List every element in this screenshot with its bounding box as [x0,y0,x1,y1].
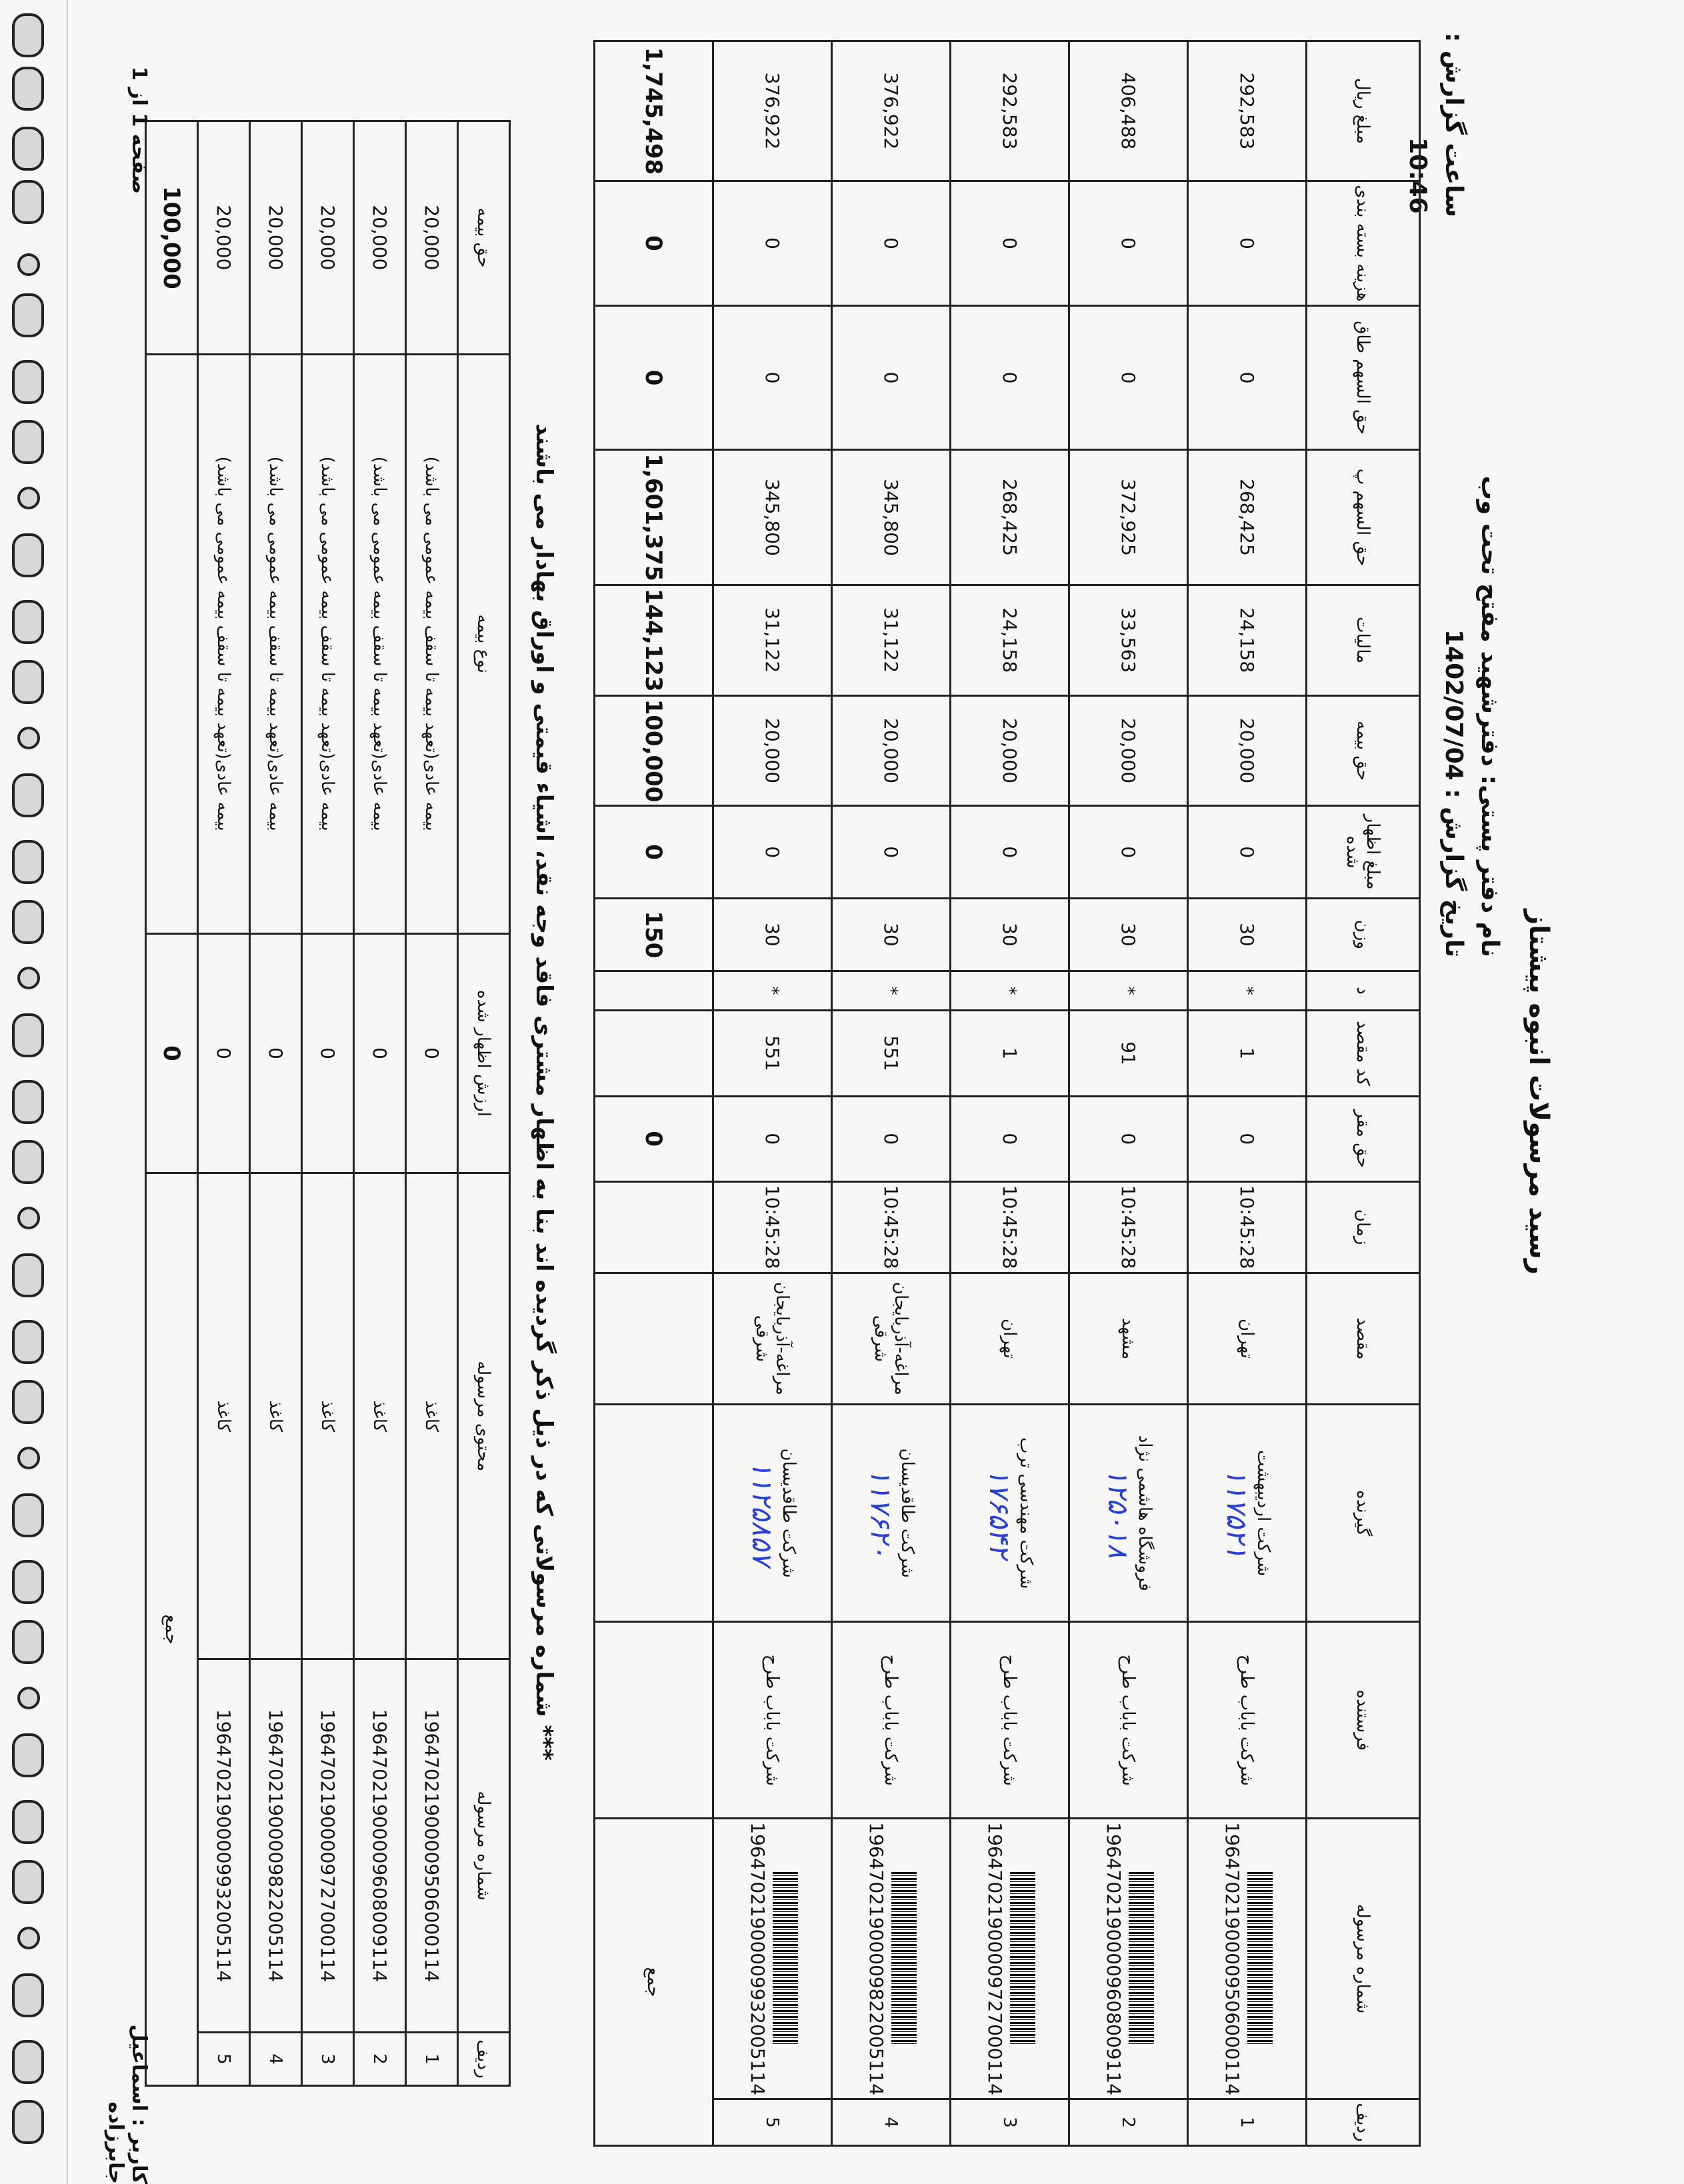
cell-dest-code: 1 [1188,1011,1307,1097]
sub-total-declared: 0 [146,933,198,1173]
cell-declared: 0 [1188,806,1307,898]
col-dest-code: کد مقصد [1307,1011,1420,1097]
sub-cell-type: بیمه عادی(تعهد بیمه تا سقف بیمه عمومی می باشد) [302,354,354,933]
sub-cell-content: کاغذ [354,1173,406,1659]
col-d: د [1307,971,1420,1011]
cell-d: * [1188,971,1307,1011]
table-row [1069,41,1188,2146]
cell-number: 19647021900009506000114 [1188,1819,1307,2099]
col-time: زمان [1307,1181,1420,1273]
cell-row: 5 [713,2099,832,2146]
cell-share-t: 0 [1069,305,1188,449]
cell-receiver: شرکت اردیبهشت ۱۱۷۵۲۱ [1188,1405,1307,1622]
sub-col-type: نوع بیمه [458,354,510,933]
cell-empty [595,1405,713,1622]
sub-cell-declared: 0 [198,933,250,1173]
sub-cell-declared: 0 [250,933,302,1173]
col-declared: مبلغ اظهار شده [1307,806,1420,898]
cell-d: * [1069,971,1188,1011]
table-row [951,41,1069,2146]
cell-empty [595,1181,713,1273]
cell-empty [595,1273,713,1405]
cell-share-t: 0 [832,305,951,449]
cell-packing: 0 [1069,181,1188,305]
sub-cell-number: 19647021900009822005114 [250,1659,302,2033]
col-number: شماره مرسوله [1307,1819,1420,2099]
table-header-row [1307,41,1420,2146]
report-date-label: تاریخ گزارش : [1440,789,1467,957]
col-dest: مقصد [1307,1273,1420,1405]
sub-cell-content: کاغذ [250,1173,302,1659]
barcode-icon [1129,1872,1154,2045]
cell-sender: شرکت باباب طرح [713,1622,832,1819]
cell-haq-maqar: 0 [951,1096,1069,1181]
report-date-value: 1402/07/04 [1440,629,1467,781]
table-row [406,121,458,2086]
sub-col-content: محتوی مرسوله [458,1173,510,1659]
cell-time: 10:45:28 [713,1181,832,1273]
total-amount: 1,745,498 [595,41,713,181]
cell-dest: مشهد [1069,1273,1188,1405]
handwritten-note: ۱۱۷۶۲۰ [865,1468,897,1559]
cell-packing: 0 [951,181,1069,305]
cell-dest-code: 551 [832,1011,951,1097]
cell-time: 10:45:28 [1069,1181,1188,1273]
cell-share-t: 0 [1188,305,1307,449]
col-sender: فرستنده [1307,1622,1420,1819]
cell-tax: 33,563 [1069,585,1188,695]
cell-weight: 30 [713,898,832,971]
cell-share-p: 345,800 [832,450,951,585]
total-share-t: 0 [595,305,713,449]
sub-cell-declared: 0 [354,933,406,1173]
cell-insurance: 20,000 [713,695,832,806]
cell-d: * [713,971,832,1011]
sub-cell-fee: 20,000 [198,121,250,355]
cell-declared: 0 [832,806,951,898]
total-weight: 150 [595,898,713,971]
sub-cell-row: 3 [302,2033,354,2086]
cell-amount: 376,922 [713,41,832,181]
cell-sender: شرکت باباب طرح [951,1622,1069,1819]
handwritten-note: ۱۷۶۵۴۲ [983,1468,1016,1559]
office-value: دفترشهید مفتح تحت وب [1476,475,1503,767]
sub-header-row [458,121,510,2086]
cell-row: 2 [1069,2099,1188,2146]
cell-tax: 24,158 [1188,585,1307,695]
sub-cell-type: بیمه عادی(تعهد بیمه تا سقف بیمه عمومی می باشد) [354,354,406,933]
col-packing: هزینه بسته بندی [1307,181,1420,305]
col-row: ردیف [1307,2099,1420,2146]
total-haq-maqar: 0 [595,1096,713,1181]
sub-cell-row: 2 [354,2033,406,2086]
cell-row: 1 [1188,2099,1307,2146]
sub-cell-fee: 20,000 [406,121,458,355]
cell-share-t: 0 [951,305,1069,449]
sub-cell-row: 1 [406,2033,458,2086]
cell-haq-maqar: 0 [1069,1096,1188,1181]
cell-empty [146,354,198,933]
cell-haq-maqar: 0 [832,1096,951,1181]
col-share-t: حق السهم طاق [1307,305,1420,449]
cell-empty [595,1622,713,1819]
sub-cell-content: کاغذ [198,1173,250,1659]
cell-row: 3 [951,2099,1069,2146]
total-insurance: 100,000 [595,695,713,806]
cell-dest: تهران [1188,1273,1307,1405]
cell-empty [595,1011,713,1097]
col-tax: مالیات [1307,585,1420,695]
cell-receiver: شرکت طاقدیسان ۱۱۲۵۸۵۷ [713,1405,832,1622]
total-packing: 0 [595,181,713,305]
cell-d: * [951,971,1069,1011]
table-row [250,121,302,2086]
user-footer: کاربر : اسماعیل جابرزاده [104,2024,151,2184]
cell-declared: 0 [951,806,1069,898]
shipments-table [593,40,1421,2147]
cell-number: 19647021900009727000114 [951,1819,1069,2099]
cell-weight: 30 [951,898,1069,971]
cell-declared: 0 [713,806,832,898]
cell-packing: 0 [832,181,951,305]
cell-haq-maqar: 0 [713,1096,832,1181]
sub-cell-fee: 20,000 [302,121,354,355]
sub-total-label: جمع [146,1173,198,2086]
cell-share-p: 268,425 [951,450,1069,585]
col-weight: وزن [1307,898,1420,971]
sub-cell-content: کاغذ [302,1173,354,1659]
cell-dest: مراغه-آذربایجان شرقی [832,1273,951,1405]
cell-sender: شرکت باباب طرح [1069,1622,1188,1819]
cell-dest-code: 91 [1069,1011,1188,1097]
cell-insurance: 20,000 [832,695,951,806]
sub-cell-number: 19647021900009608009114 [354,1659,406,2033]
col-share-p: حق السهم پ [1307,450,1420,585]
barcode-icon [1010,1872,1035,2045]
cell-dest: مراغه-آذربایجان شرقی [713,1273,832,1405]
handwritten-note: ۱۱۲۵۸۵۷ [746,1460,779,1566]
sub-total-row [146,121,198,2086]
cell-amount: 406,488 [1069,41,1188,181]
cell-share-t: 0 [713,305,832,449]
handwritten-note: ۱۲۵۰۱۸ [1102,1468,1135,1559]
table-row [832,41,951,2146]
cell-d: * [832,971,951,1011]
cell-sender: شرکت باباب طرح [832,1622,951,1819]
cell-tax: 31,122 [713,585,832,695]
sub-cell-declared: 0 [302,933,354,1173]
cell-dest: تهران [951,1273,1069,1405]
table-row [198,121,250,2086]
table-row [354,121,406,2086]
cell-haq-maqar: 0 [1188,1096,1307,1181]
sub-cell-type: بیمه عادی(تعهد بیمه تا سقف بیمه عمومی می باشد) [250,354,302,933]
sub-cell-row: 5 [198,2033,250,2086]
cell-packing: 0 [713,181,832,305]
cell-receiver: شرکت طاقدیسان ۱۱۷۶۲۰ [832,1405,951,1622]
sub-cell-declared: 0 [406,933,458,1173]
report-time-label: ساعت گزارش : [1440,32,1467,217]
table-row [713,41,832,2146]
document-title: رسید مرسولات انبوه پیشتاز [1523,909,1554,1275]
cell-insurance: 20,000 [951,695,1069,806]
cell-row: 4 [832,2099,951,2146]
cell-amount: 292,583 [951,41,1069,181]
cell-number: 19647021900009608009114 [1069,1819,1188,2099]
table-row [1188,41,1307,2146]
cell-insurance: 20,000 [1188,695,1307,806]
total-share-p: 1,601,375 [595,450,713,585]
cell-time: 10:45:28 [1188,1181,1307,1273]
cell-insurance: 20,000 [1069,695,1188,806]
report-time-value: 10:46 [1404,137,1431,214]
sub-col-declared: ارزش اظهار شده [458,933,510,1173]
cell-amount: 376,922 [832,41,951,181]
cell-dest-code: 551 [713,1011,832,1097]
cell-dest-code: 1 [951,1011,1069,1097]
cell-number: 19647021900009932005114 [713,1819,832,2099]
cell-declared: 0 [1069,806,1188,898]
header-office-block [1435,476,1507,957]
handwritten-note: ۱۱۷۵۲۱ [1221,1468,1253,1559]
total-tax: 144,123 [595,585,713,695]
sub-cell-row: 4 [250,2033,302,2086]
cell-time: 10:45:28 [832,1181,951,1273]
cell-packing: 0 [1188,181,1307,305]
declaration-note: *** شماره مرسولاتی که در ذیل ذکر گردیده اند بنا به اظهار مشتری فاقد وجه نقد، اشیاء قیمتی و اوراق بهادار می باشند [531,423,557,1761]
cell-share-p: 268,425 [1188,450,1307,585]
col-insurance: حق بیمه [1307,695,1420,806]
cell-receiver: شرکت مهندسی ترب ۱۷۶۵۴۲ [951,1405,1069,1622]
cell-sender: شرکت باباب طرح [1188,1622,1307,1819]
cell-time: 10:45:28 [951,1181,1069,1273]
sub-cell-type: بیمه عادی(تعهد بیمه تا سقف بیمه عمومی می باشد) [406,354,458,933]
cell-weight: 30 [1188,898,1307,971]
cell-weight: 30 [1069,898,1188,971]
cell-number: 19647021900009822005114 [832,1819,951,2099]
col-haq-maqar: حق مقر [1307,1096,1420,1181]
page-footer: صفحه 1 از 1 [127,67,151,195]
office-label: نام دفتر پستی: [1476,775,1503,957]
total-label: جمع [595,1819,713,2146]
cell-empty [595,971,713,1011]
cell-tax: 24,158 [951,585,1069,695]
cell-receiver: فروشگاه هاشمی نژاد ۱۲۵۰۱۸ [1069,1405,1188,1622]
sub-cell-fee: 20,000 [354,121,406,355]
barcode-icon [891,1872,917,2045]
barcode-icon [773,1872,798,2045]
sub-cell-type: بیمه عادی(تعهد بیمه تا سقف بیمه عمومی می باشد) [198,354,250,933]
col-amount: مبلغ ریال [1307,41,1420,181]
cell-weight: 30 [832,898,951,971]
sub-col-row: ردیف [458,2033,510,2086]
insurance-table [145,120,511,2087]
sub-total-fee: 100,000 [146,121,198,355]
table-row [302,121,354,2086]
cell-amount: 292,583 [1188,41,1307,181]
total-declared: 0 [595,806,713,898]
cell-tax: 31,122 [832,585,951,695]
sub-cell-content: کاغذ [406,1173,458,1659]
col-receiver: گیرنده [1307,1405,1420,1622]
sub-col-number: شماره مرسوله [458,1659,510,2033]
table-total-row [595,41,713,2146]
sub-cell-number: 19647021900009506000114 [406,1659,458,2033]
sub-col-fee: حق بیمه [458,121,510,355]
barcode-icon [1247,1872,1273,2045]
sub-cell-number: 19647021900009727000114 [302,1659,354,2033]
sub-cell-number: 19647021900009932005114 [198,1659,250,2033]
cell-share-p: 372,925 [1069,450,1188,585]
sub-cell-fee: 20,000 [250,121,302,355]
cell-share-p: 345,800 [713,450,832,585]
